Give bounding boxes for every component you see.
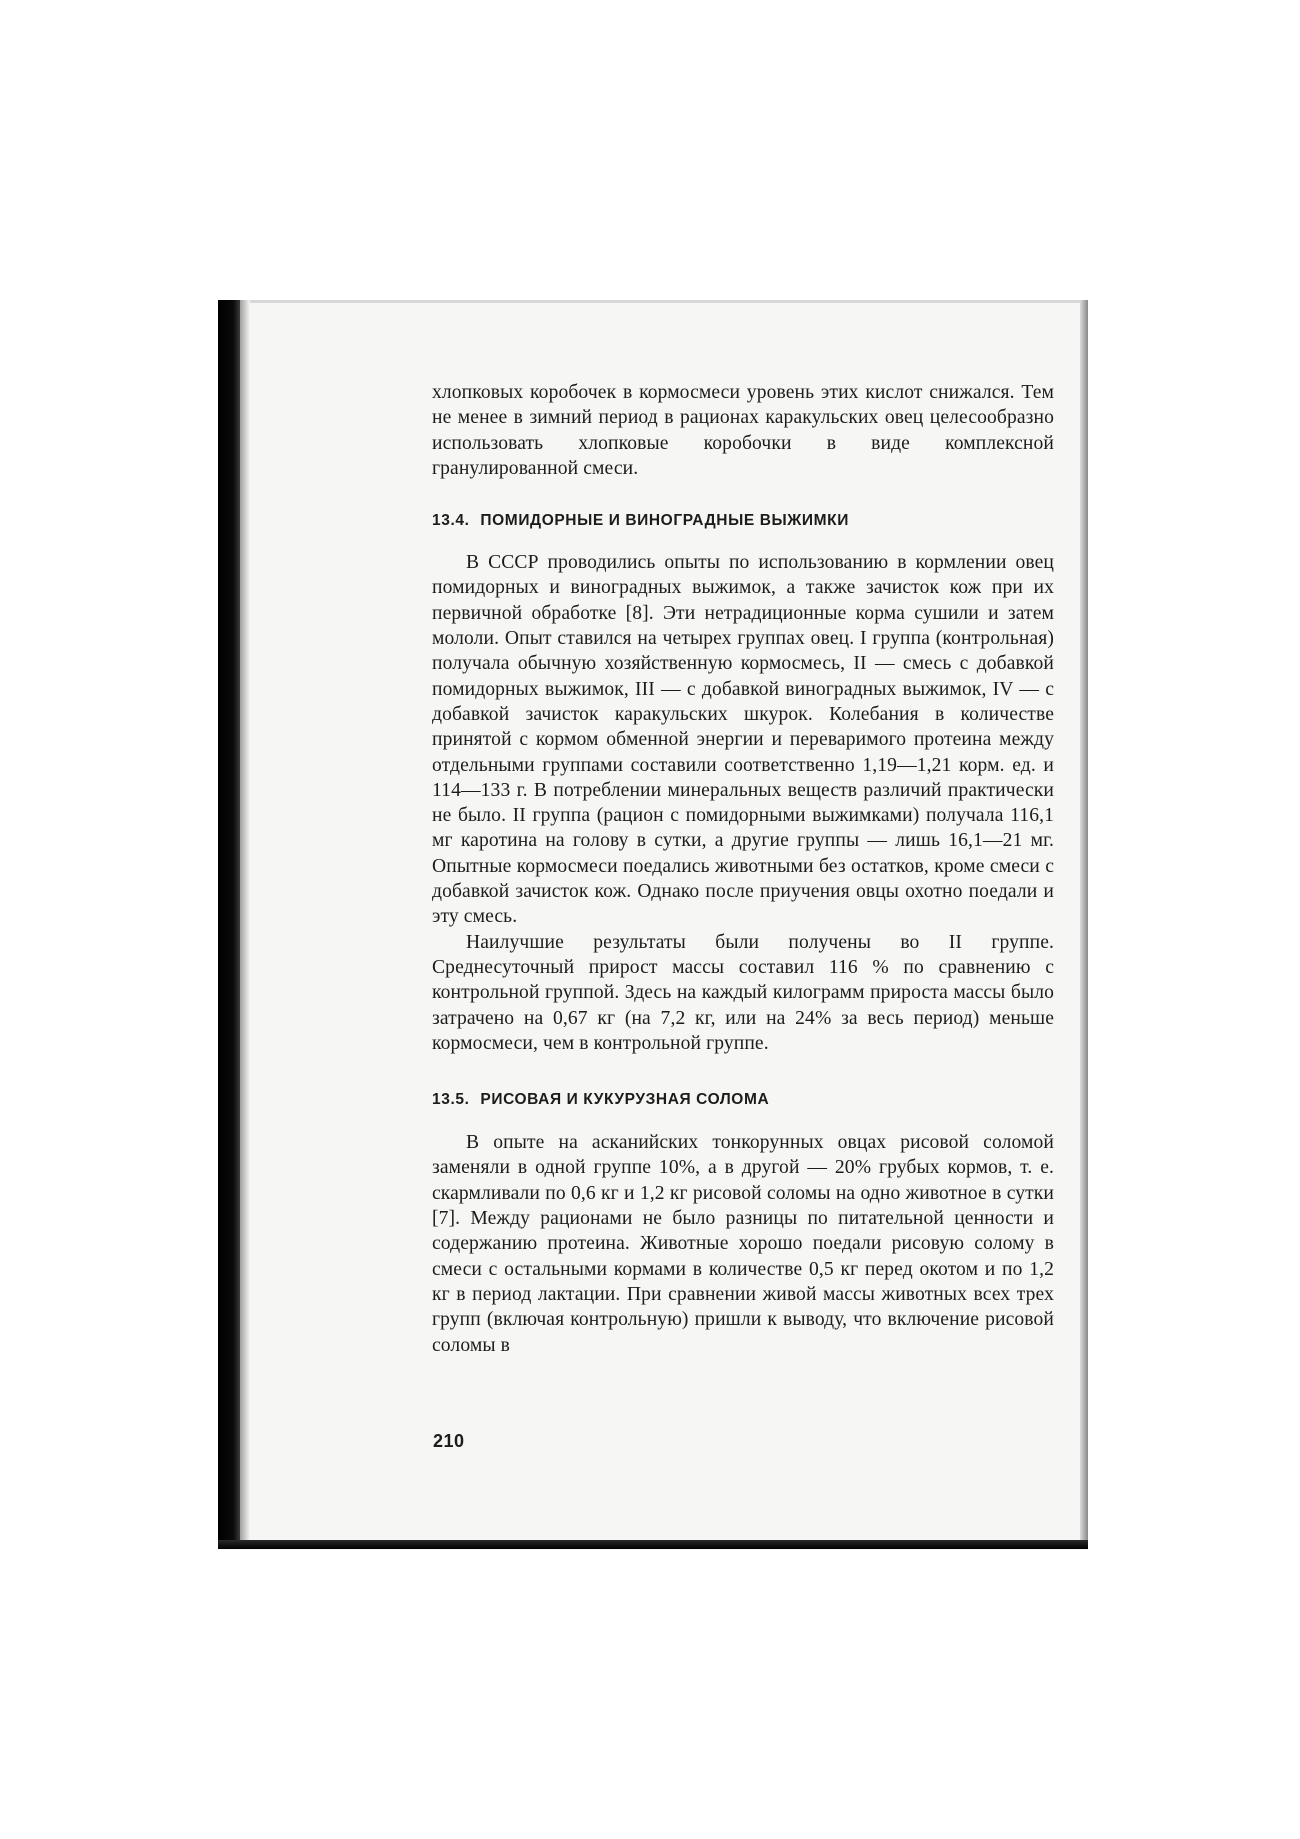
section-number: 13.4. (432, 512, 470, 530)
section-number: 13.5. (432, 1091, 470, 1109)
page-right-edge (1080, 300, 1088, 1548)
paragraph: В СССР проводились опыты по использованию в кормлении овец помидорных и виноградных выжимок, а также зачисток кож при их первичной обработке [8]. Эти нетрадиционные корма сушили и затем мололи. Опыт ставился на четырех группах овец. I группа (контрольная) получала обычную хозяйственную кормосмесь, II — смесь с добавкой помидорных выжимок, III — с добавкой виноградных выжимок, IV — с добавкой зачисток каракульских шкурок. Колебания в количестве принятой с кормом обменной энергии и переваримого протеина между отдельными группами составили соответственно 1,19—1,21 корм. ед. и 114—133 г. В потреблении минеральных веществ различий практически не было. II группа (рацион с помидорными выжимками) получала 116,1 мг каротина на голову в сутки, а другие группы — лишь 16,1—21 мг. Опытные кормосмеси поедались животными без остатков, кроме смеси с добавкой зачисток кож. Однако после приучения овцы охотно поедали и эту смесь. (432, 552, 1054, 928)
paragraph: Наилучшие результаты были получены во II группе. Среднесуточный прирост массы составил 116 % по сравнению с контрольной группой. Здесь на каждый килограмм прироста массы было затрачено на 0,67 кг (на 7,2 кг, или на 24% за весь период) меньше кормосмеси, чем в контрольной группе. (432, 931, 1054, 1054)
section-heading-13-5 (432, 1090, 1054, 1110)
page-number: 210 (433, 1431, 465, 1451)
section-title: РИСОВАЯ И КУКУРУЗНАЯ СОЛОМА (480, 1091, 770, 1109)
text-column (432, 380, 1054, 1358)
section-title: ПОМИДОРНЫЕ И ВИНОГРАДНЫЕ ВЫЖИМКИ (480, 512, 849, 530)
page-bottom-edge (218, 1540, 1088, 1549)
section-heading-13-4 (432, 511, 1054, 531)
paragraph: В опыте на асканийских тонкорунных овцах рисовой соломой заменяли в одной группе 10%, а в другой — 20% грубых кормов, т. е. скармливали по 0,6 кг и 1,2 кг рисовой соломы на одно животное в сутки [7]. Между рационами не было разницы по питательной ценности и содержанию протеина. Животные хорошо поедали рисовую солому в смеси с остальными кормами в количестве 0,5 кг перед окотом и по 1,2 кг в период лактации. При сравнении живой массы животных всех трех групп (включая контрольную) пришли к выводу, что включение рисовой соломы в (432, 1132, 1054, 1356)
binding-gradient (240, 300, 250, 1548)
page-top-edge (250, 300, 1088, 303)
book-binding-shadow (218, 300, 240, 1548)
intro-paragraph: хлопковых коробочек в кормосмеси уровень этих кислот снижался. Тем не менее в зимний период в рационах каракульских овец целесообразно использовать хлопковые коробочки в виде комплексной гранулированной смеси. (432, 382, 1054, 479)
